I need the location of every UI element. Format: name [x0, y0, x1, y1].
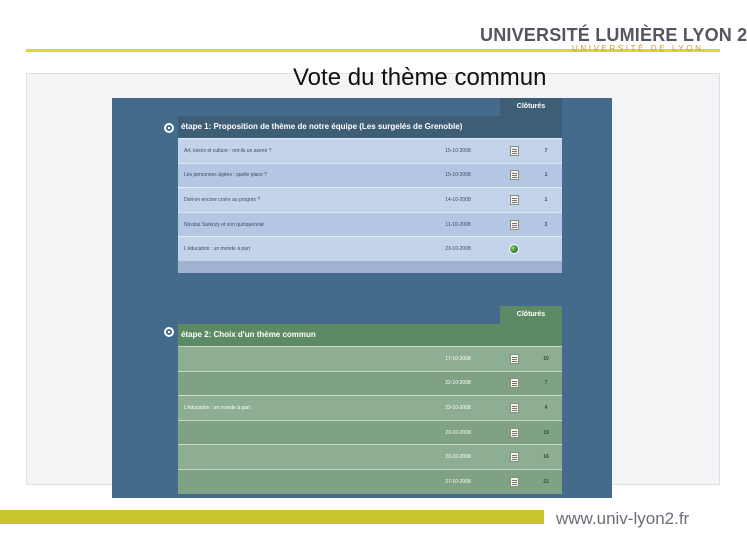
author-cell [338, 445, 418, 469]
closing-date: 11-10-2008 [445, 221, 471, 228]
slide-title: Vote du thème commun [293, 64, 547, 91]
author-cell [338, 396, 418, 420]
stage1-panel [178, 98, 562, 273]
document-icon[interactable] [510, 378, 519, 388]
result-cell [498, 213, 530, 237]
stage2-row[interactable] [178, 395, 562, 420]
stage1-row[interactable] [178, 138, 562, 163]
vote-count [530, 237, 562, 261]
result-cell [498, 188, 530, 212]
theme-link[interactable]: L'éducation : un monde à part [184, 246, 251, 253]
author-cell [338, 139, 418, 163]
stage2-row[interactable] [178, 371, 562, 396]
stage2-row[interactable] [178, 444, 562, 469]
vote-count: 1 [544, 196, 548, 203]
stage2-row[interactable] [178, 420, 562, 445]
author-cell [338, 470, 418, 494]
vote-count: 3 [544, 221, 548, 228]
result-cell [498, 372, 530, 396]
document-icon[interactable] [510, 477, 519, 487]
stage2-panel [178, 306, 562, 494]
vote-count: 1 [544, 172, 548, 179]
logo-sub-text: UNIVERSITÉ DE LYON [572, 44, 704, 53]
document-icon[interactable] [510, 403, 519, 413]
document-icon[interactable] [510, 428, 519, 438]
document-icon[interactable] [510, 195, 519, 205]
document-icon[interactable] [510, 452, 519, 462]
theme-link[interactable] [178, 372, 338, 396]
author-cell [338, 421, 418, 445]
theme-link[interactable] [178, 421, 338, 445]
stage2-row[interactable] [178, 469, 562, 494]
document-icon[interactable] [510, 170, 519, 180]
author-cell [338, 213, 418, 237]
author-cell [338, 347, 418, 371]
theme-link[interactable]: Les personnes âgées : quelle place ? [184, 172, 267, 179]
closing-date: 22-10-2008 [445, 380, 471, 387]
stage1-row[interactable] [178, 212, 562, 237]
vote-count: 10 [543, 355, 549, 362]
stage2-clotures-tab[interactable]: Clôturés [500, 306, 562, 346]
closing-date: 27-10-2008 [445, 478, 471, 485]
stage2-header [178, 306, 562, 346]
document-icon[interactable] [510, 146, 519, 156]
stage1-title: étape 1: Proposition de thème de notre équipe (Les surgelés de Grenoble) [178, 116, 562, 138]
author-cell [338, 237, 418, 261]
result-cell [498, 164, 530, 188]
stage1-header [178, 98, 562, 138]
result-cell [498, 421, 530, 445]
footer-url: www.univ-lyon2.fr [556, 509, 690, 528]
vote-count: 19 [543, 429, 549, 436]
stage1-row[interactable] [178, 163, 562, 188]
vote-count: 7 [544, 380, 548, 387]
theme-link[interactable]: L'éducation : un monde à part [184, 404, 251, 411]
result-cell [498, 445, 530, 469]
closing-date: 23-10-2008 [445, 454, 471, 461]
theme-link[interactable] [178, 347, 338, 371]
vote-count: 22 [543, 478, 549, 485]
vote-count: 7 [544, 147, 548, 154]
stage1-table-footer [178, 261, 562, 273]
university-logo [480, 25, 747, 56]
stage2-title: étape 2: Choix d'un thème commun [178, 324, 562, 346]
author-cell [338, 188, 418, 212]
stage1-clotures-tab[interactable]: Clôturés [500, 98, 562, 138]
stage1-row[interactable] [178, 236, 562, 261]
theme-link[interactable] [178, 445, 338, 469]
vote-count: 16 [543, 454, 549, 461]
closing-date: 14-10-2008 [445, 196, 471, 203]
stage2-row[interactable] [178, 346, 562, 371]
vote-count: 4 [544, 404, 548, 411]
closing-date: 15-10-2008 [445, 172, 471, 179]
closing-date: 15-10-2008 [445, 147, 471, 154]
document-icon[interactable] [510, 354, 519, 364]
theme-link[interactable]: Art, loisirs et culture : ont-ils un avenir ? [184, 147, 272, 154]
stage1-bullet-icon [164, 123, 174, 133]
stage1-row[interactable] [178, 187, 562, 212]
vote-screenshot [112, 98, 612, 498]
result-cell [498, 139, 530, 163]
globe-icon[interactable] [509, 244, 519, 254]
theme-link[interactable] [178, 470, 338, 494]
closing-date: 23-10-2008 [445, 246, 471, 253]
theme-link[interactable]: Nicolas Sarkozy et son quinquennat [184, 221, 264, 228]
document-icon[interactable] [510, 220, 519, 230]
author-cell [338, 372, 418, 396]
result-cell [498, 347, 530, 371]
logo-main-text: UNIVERSITÉ LUMIÈRE LYON 2 [480, 25, 747, 45]
result-cell [498, 237, 530, 261]
result-cell [498, 470, 530, 494]
stage2-table [178, 346, 562, 494]
closing-date: 23-10-2008 [445, 404, 471, 411]
closing-date: 17-10-2008 [445, 355, 471, 362]
theme-link[interactable]: Doit-on encore croire au progrès ? [184, 196, 261, 203]
author-cell [338, 164, 418, 188]
closing-date: 23-10-2008 [445, 429, 471, 436]
result-cell [498, 396, 530, 420]
stage1-table [178, 138, 562, 261]
stage2-bullet-icon [164, 327, 174, 337]
footer-band [0, 510, 544, 524]
